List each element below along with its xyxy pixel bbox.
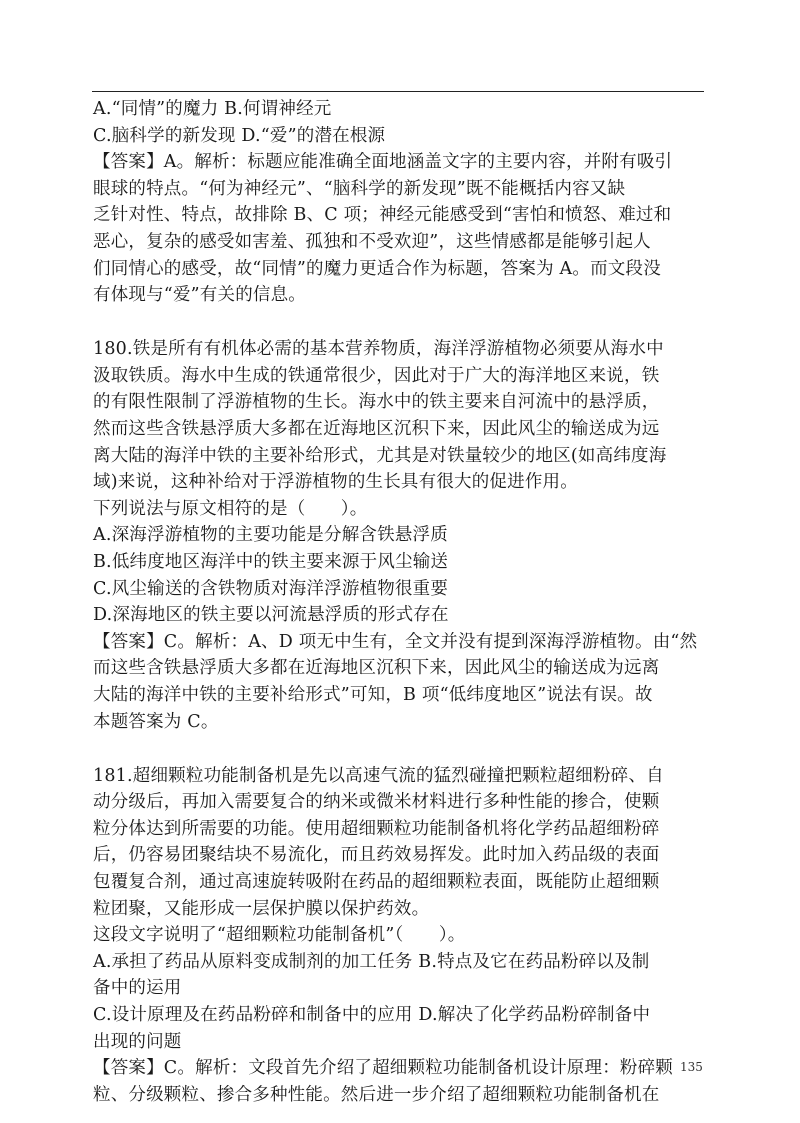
answer-line: 恶心，复杂的感受如害羞、孤独和不受欢迎”，这些情感都是能够引起人: [93, 231, 651, 252]
option-d: D.深海地区的铁主要以河流悬浮质的形式存在: [93, 605, 449, 626]
answer-line: 而这些含铁悬浮质大多都在近海地区沉积下来，因此风尘的输送成为远离: [93, 658, 660, 679]
page-number: 135: [680, 1060, 703, 1074]
document-body: [93, 96, 705, 1108]
answer-line: 【答案】C。解析：A、D 项无中生有，全文并没有提到深海浮游植物。由“然: [93, 631, 698, 652]
question-179-tail: [93, 96, 705, 309]
passage-line: 包覆复合剂，通过高速旋转吸附在药品的超细颗粒表面，既能防止超细颗: [93, 872, 660, 893]
option-line: 备中的运用: [93, 978, 182, 999]
passage-line: 然而这些含铁悬浮质大多都在近海地区沉积下来，因此风尘的输送成为远: [93, 419, 660, 440]
option-line: C.设计原理及在药品粉碎和制备中的应用 D.解决了化学药品粉碎制备中: [93, 1005, 651, 1025]
option-a: A.深海浮游植物的主要功能是分解含铁悬浮质: [93, 525, 448, 546]
passage-line: 后，仍容易团聚结块不易流化，而且药效易挥发。此时加入药品级的表面: [93, 845, 660, 866]
passage-line: 动分级后，再加入需要复合的纳米或微米材料进行多种性能的掺合，使颗: [93, 792, 660, 813]
passage-line: 汲取铁质。海水中生成的铁通常很少，因此对于广大的海洋地区来说，铁: [93, 365, 660, 386]
option-line: 出现的问题: [93, 1031, 182, 1052]
option-line: A.承担了药品从原料变成制剂的加工任务 B.特点及它在药品粉碎以及制: [93, 951, 650, 972]
passage-line: 域)来说，这种补给对于浮游植物的生长具有很大的促进作用。: [93, 472, 578, 493]
answer-line: 本题答案为 C。: [93, 711, 219, 732]
question-180: [93, 336, 705, 735]
answer-line: 眼球的特点。“何为神经元”、“脑科学的新发现”既不能概括内容又缺: [93, 178, 626, 199]
option-line: A.“同情”的魔力 B.何谓神经元: [93, 99, 332, 119]
question-prompt: 这段文字说明了“超细颗粒功能制备机”（ ）。: [93, 925, 466, 946]
answer-line: 们同情心的感受，故“同情”的魔力更适合作为标题，答案为 A。而文段没: [93, 258, 661, 279]
answer-line: 【答案】A。解析：标题应能准确全面地涵盖文字的主要内容，并附有吸引: [93, 152, 673, 173]
paragraph-gap: [93, 735, 705, 763]
answer-line: 【答案】C。解析：文段首先介绍了超细颗粒功能制备机设计原理：粉碎颗: [93, 1058, 673, 1079]
option-c: C.风尘输送的含铁物质对海洋浮游植物很重要: [93, 578, 449, 599]
passage-line: 离大陆的海洋中铁的主要补给形式，尤其是对铁量较少的地区(如高纬度海: [93, 445, 667, 466]
question-prompt: 下列说法与原文相符的是（ ）。: [93, 498, 368, 519]
passage-line: 180.铁是所有有机体必需的基本营养物质，海洋浮游植物必须要从海水中: [93, 339, 664, 360]
passage-line: 181.超细颗粒功能制备机是先以高速气流的猛烈碰撞把颗粒超细粉碎、自: [93, 765, 664, 786]
passage-line: 的有限性限制了浮游植物的生长。海水中的铁主要来自河流中的悬浮质，: [93, 392, 660, 413]
option-line: C.脑科学的新发现 D.“爱”的潜在根源: [93, 125, 386, 146]
answer-line: 大陆的海洋中铁的主要补给形式”可知，B 项“低纬度地区”说法有误。故: [93, 684, 653, 705]
answer-line: 乏针对性、特点，故排除 B、C 项；神经元能感受到“害怕和愤怒、难过和: [93, 205, 672, 226]
option-b: B.低纬度地区海洋中的铁主要来源于风尘输送: [93, 552, 449, 572]
answer-line: 有体现与“爱”有关的信息。: [93, 285, 306, 306]
paragraph-gap: [93, 309, 705, 337]
answer-line: 粒、分级颗粒、掺合多种性能。然后进一步介绍了超细颗粒功能制备机在: [93, 1084, 660, 1105]
passage-line: 粒分体达到所需要的功能。使用超细颗粒功能制备机将化学药品超细粉碎: [93, 818, 660, 839]
header-rule: [92, 91, 704, 92]
question-181: [93, 763, 705, 1109]
passage-line: 粒团聚，又能形成一层保护膜以保护药效。: [93, 898, 430, 919]
